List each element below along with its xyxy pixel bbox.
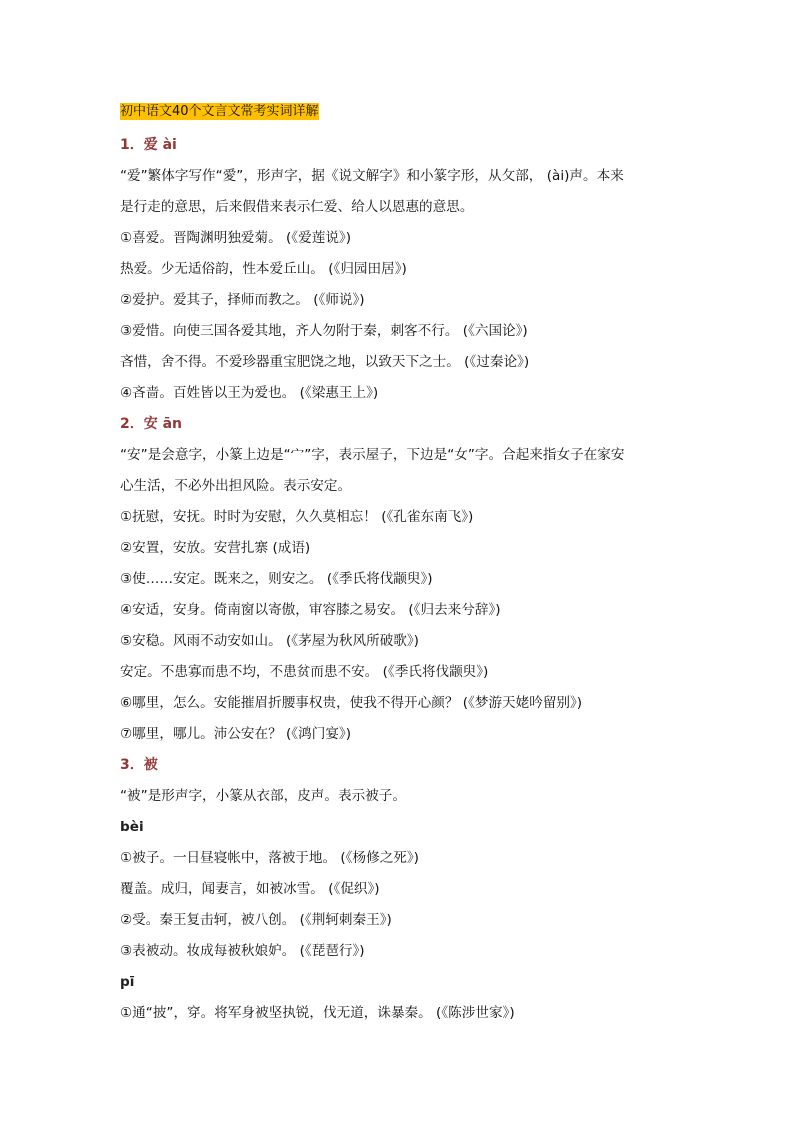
entry-line: 覆盖。成归，闻妻言，如被冰雪。 (《促织》) <box>120 881 380 897</box>
entry-line: ④安适，安身。倚南窗以寄傲，审容膝之易安。 (《归去来兮辞》) <box>120 602 501 618</box>
entry-line: “爱”繁体字写作“愛”，形声字，据《说文解字》和小篆字形，从攵部， (ài)声。本来 <box>120 168 624 184</box>
reading-pinyin: pī <box>120 974 135 990</box>
title-text: 初中语文40个文言文常考实词详解 <box>120 104 319 119</box>
entry-line: ①抚慰，安抚。时时为安慰，久久莫相忘！ (《孔雀东南飞》) <box>120 509 474 525</box>
document-body <box>120 130 680 1029</box>
entry-line: 热爱。少无适俗韵，性本爱丘山。 (《归园田居》) <box>120 261 407 277</box>
entry-line: “被”是形声字，小篆从衣部，皮声。表示被子。 <box>120 788 406 804</box>
entry-heading: 1．爱 ài <box>120 137 177 153</box>
entry-heading: 3．被 <box>120 757 158 773</box>
entry-line: ④吝啬。百姓皆以王为爱也。 (《梁惠王上》) <box>120 385 379 401</box>
entry-line: ②爱护。爱其子，择师而教之。 (《师说》) <box>120 292 365 308</box>
entry-line: 吝惜，舍不得。不爱珍器重宝肥饶之地，以致天下之士。 (《过秦论》) <box>120 354 530 370</box>
document-title <box>120 102 319 122</box>
entry-line: ⑥哪里，怎么。安能摧眉折腰事权贵，使我不得开心颜？ (《梦游天姥吟留别》) <box>120 695 583 711</box>
entry-line: ⑤安稳。风雨不动安如山。 (《茅屋为秋风所破歌》) <box>120 633 419 649</box>
entry-line: ②安置，安放。安营扎寨 (成语) <box>120 540 311 556</box>
entry-line: ③使……安定。既来之，则安之。 (《季氏将伐颛臾》) <box>120 571 433 587</box>
reading-pinyin: bèi <box>120 819 144 835</box>
entry-line: 心生活，不必外出担风险。表示安定。 <box>120 478 352 494</box>
entry-line: ②受。秦王复击轲，被八创。 (《荆轲刺秦王》) <box>120 912 392 928</box>
entry-line: ③爱惜。向使三国各爱其地，齐人勿附于秦，刺客不行。 (《六国论》) <box>120 323 528 339</box>
entry-line: ③表被动。妆成每被秋娘妒。 (《琵琶行》) <box>120 943 365 959</box>
entry-line: ⑦哪里，哪儿。沛公安在？ (《鸿门宴》) <box>120 726 352 742</box>
entry-line: ①被子。一日昼寝帐中，落被于地。 (《杨修之死》) <box>120 850 419 866</box>
entry-heading: 2．安 ān <box>120 416 183 432</box>
entry-line: 安定。不患寡而患不均，不患贫而患不安。 (《季氏将伐颛臾》) <box>120 664 489 680</box>
entry-line: “安”是会意字，小篆上边是“宀”字，表示屋子，下边是“女”字。合起来指女子在家安 <box>120 447 625 463</box>
entry-line: ①喜爱。晋陶渊明独爱菊。 (《爱莲说》) <box>120 230 352 246</box>
entry-line: 是行走的意思，后来假借来表示仁爱、给人以恩惠的意思。 <box>120 199 474 215</box>
entry-line: ①通“披”，穿。将军身被坚执锐，伐无道，诛暴秦。 (《陈涉世家》) <box>120 1005 515 1021</box>
